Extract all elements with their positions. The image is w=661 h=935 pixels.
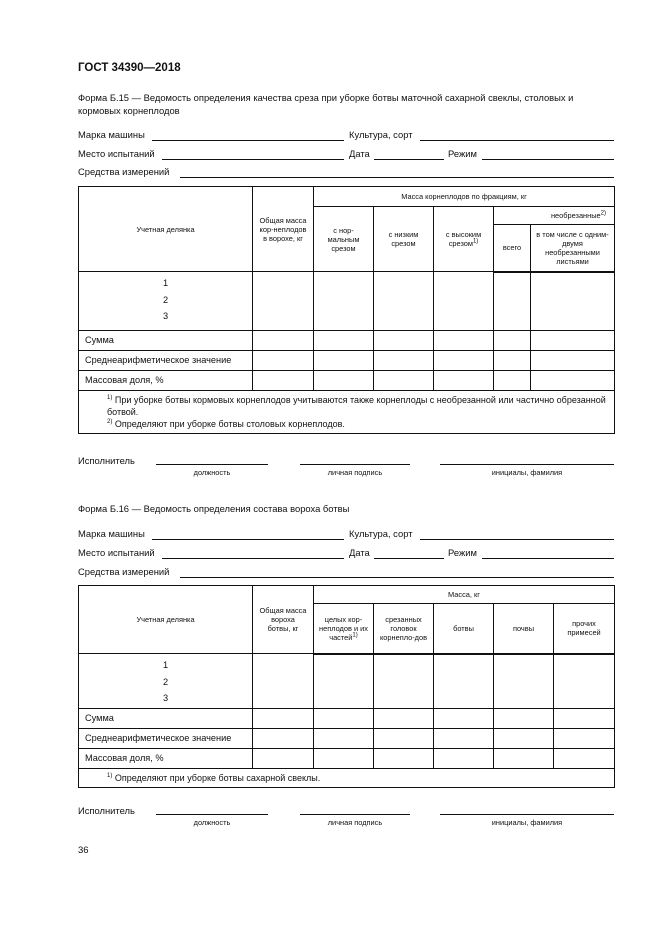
row-mass-share: Массовая доля, % [79,749,253,769]
footnote-2: $^{2)}$ Определяют при уборке ботвы столовых корнеплодов. [107,419,345,429]
form16-executor-label: Исполнитель [78,805,135,816]
form16-signature-caption: личная подпись [327,818,383,827]
form15-machine-label: Марка машины [78,129,145,140]
col-header-whole-roots: целых кор-неплодов и их частей$^{1)}$ [314,604,374,654]
col-header-tops: ботвы [434,604,494,654]
table-row-plots: 1 2 3 [79,654,253,709]
col-header-uncut-total: всего [494,225,531,272]
form16-tools-label: Средства измерений [78,566,170,577]
form16-place-input-line[interactable] [162,558,344,559]
form16-date-label: Дата [349,547,370,558]
form15-caption: Форма Б.15 — Ведомость определения качества среза при уборке ботвы маточной сахарной свеклы, столовых и кормовых корнеплодов [78,92,574,116]
col-header-high-cut: с высоким срезом$^{1)}$ [434,207,494,272]
form15-table [78,186,615,434]
form15-date-input-line[interactable] [374,159,444,160]
form16-tools-input-line[interactable] [180,577,614,578]
form15-signature-caption: личная подпись [327,468,383,477]
form16-date-input-line[interactable] [374,558,444,559]
table-footnotes [79,769,615,788]
form16-mode-input-line[interactable] [482,558,614,559]
form16-crop-input-line[interactable] [420,539,614,540]
col-header-total-mass: Общая масса кор-неплодов в ворохе, кг [253,187,314,272]
form15-position-line[interactable] [156,464,268,465]
form15-place-label: Место испытаний [78,148,155,159]
form15-crop-input-line[interactable] [420,140,614,141]
form15-place-input-line[interactable] [162,159,344,160]
form16-place-label: Место испытаний [78,547,155,558]
form15-position-caption: должность [193,468,231,477]
form15-crop-label: Культура, сорт [349,129,413,140]
col-header-other: прочих примесей [554,604,615,654]
form15-machine-input-line[interactable] [152,140,344,141]
col-header-total-mass: Общая масса вороха ботвы, кг [253,586,314,654]
form15-executor-label: Исполнитель [78,455,135,466]
page-number: 36 [78,845,89,856]
col-header-low-cut: с низким срезом [374,207,434,272]
col-header-normal-cut: с нор-мальным срезом [314,207,374,272]
form16-machine-input-line[interactable] [152,539,344,540]
document-standard-title: ГОСТ 34390—2018 [78,62,181,74]
form15-mode-label: Режим [448,148,477,159]
footnote-1: $^{1)}$ Определяют при уборке ботвы сахарной свеклы. [107,773,321,783]
row-sum: Сумма [79,709,253,729]
form15-tools-input-line[interactable] [180,177,614,178]
form16-position-caption: должность [193,818,231,827]
col-header-soil: почвы [494,604,554,654]
col-header-uncut: необрезанные$^{2)}$ [494,207,615,225]
form15-signature-line[interactable] [300,464,410,465]
col-header-uncut-partial: в том числе с одним-двумя необрезанными листьями [531,225,615,272]
footnote-1: $^{1)}$ При уборке ботвы кормовых корнеплодов учитываются также корнеплоды с необрезанной или частично обрезанной ботвой. [107,395,606,417]
table-footnotes [79,391,615,434]
form16-machine-label: Марка машины [78,528,145,539]
col-header-cut-heads: срезанных головок корнепло-дов [374,604,434,654]
form15-initials-caption: инициалы, фамилия [491,468,563,477]
form16-table [78,585,615,788]
col-header-mass-group: Масса, кг [314,586,615,604]
form16-caption: Форма Б.16 — Ведомость определения состава вороха ботвы [78,503,350,514]
form16-crop-label: Культура, сорт [349,528,413,539]
row-mean: Среднеарифметическое значение [79,351,253,371]
row-mean: Среднеарифметическое значение [79,729,253,749]
form16-position-line[interactable] [156,814,268,815]
form16-initials-caption: инициалы, фамилия [491,818,563,827]
form16-mode-label: Режим [448,547,477,558]
col-header-plot: Учетная делянка [79,187,253,272]
col-header-fraction-group: Масса корнеплодов по фракциям, кг [314,187,615,207]
form15-tools-label: Средства измерений [78,166,170,177]
form15-initials-line[interactable] [440,464,614,465]
form16-signature-line[interactable] [300,814,410,815]
col-header-plot: Учетная делянка [79,586,253,654]
form16-initials-line[interactable] [440,814,614,815]
form15-mode-input-line[interactable] [482,159,614,160]
form15-date-label: Дата [349,148,370,159]
row-mass-share: Массовая доля, % [79,371,253,391]
table-row-plots: 1 2 3 [79,272,253,331]
row-sum: Сумма [79,331,253,351]
